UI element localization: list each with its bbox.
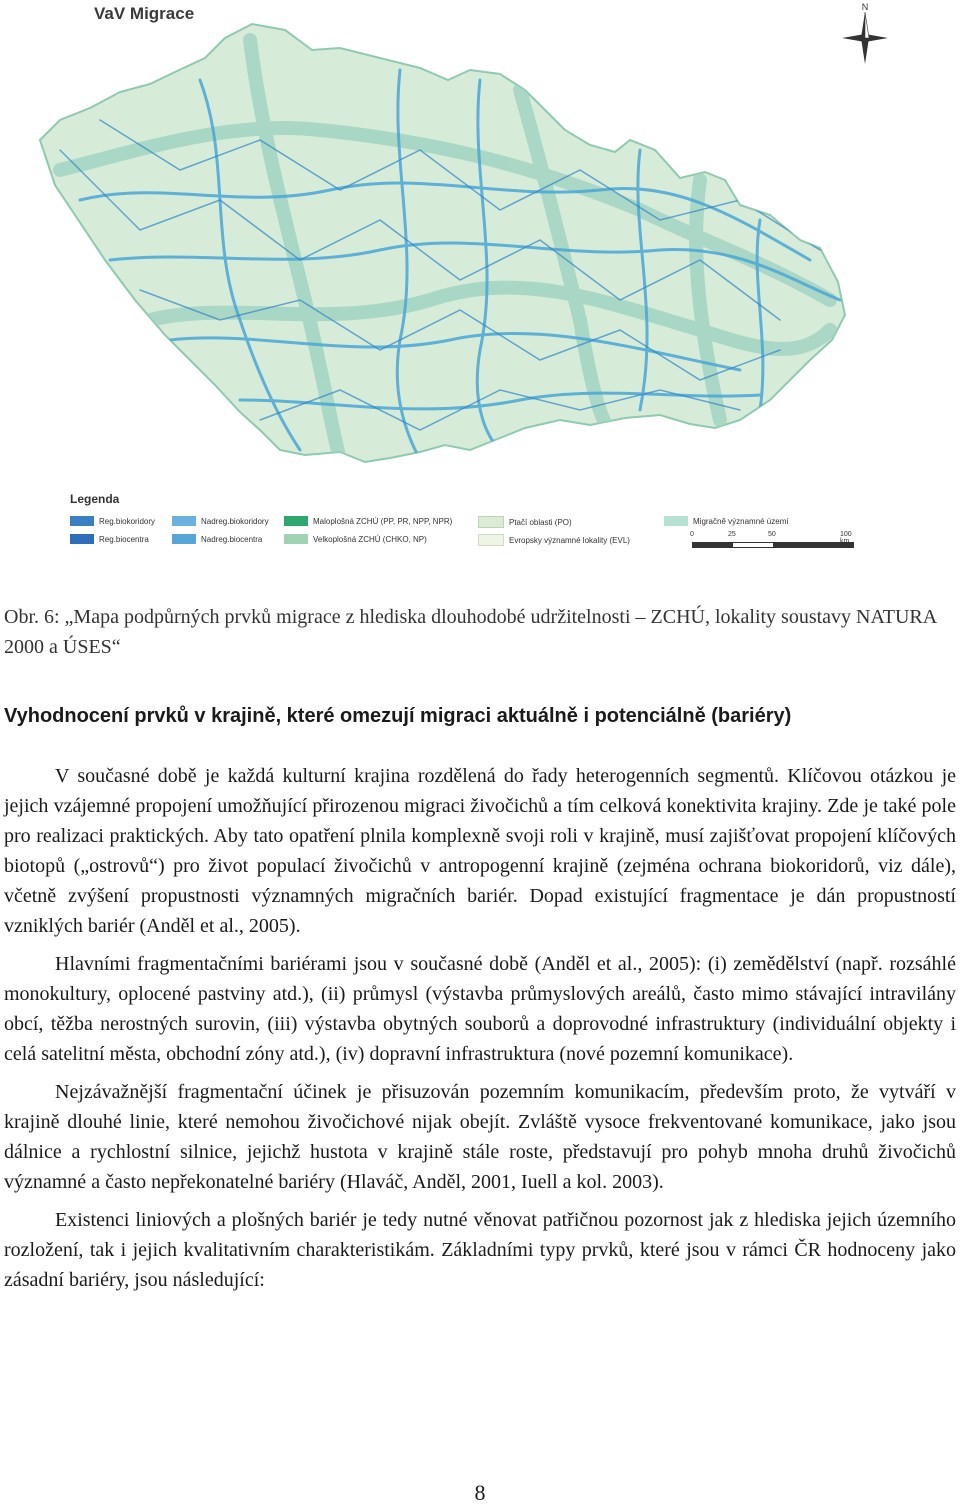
paragraph: V současné době je každá kulturní krajina rozdělená do řady heterogenních segmentů. Klíčovou otázkou je jejich vzájemné propojení umožňující přirozenou migraci živočichů a tím celková konektivita krajiny. Zde je také pole pro realizaci praktických. Aby tato opatření plnila komplexně svoji roli v krajině, musí zajišťovat propojení klíčových biotopů („ostrovů“) pro život populací živočichů v antropogenní krajině (zejména ochrana biokoridorů, viz dále), včetně zvýšení propustnosti významných migračních bariér. Dopad existující fragmentace je dán propustností vzniklých bariér (Anděl et al., 2005). bbox=[4, 765, 956, 937]
legend-label: Ptačí oblasti (PO) bbox=[509, 517, 572, 527]
legend-item bbox=[478, 534, 630, 546]
legend-swatch bbox=[172, 516, 196, 526]
legend-swatch bbox=[478, 534, 504, 546]
north-label: N bbox=[861, 2, 869, 12]
legend-swatch bbox=[284, 516, 308, 526]
legend-label: Nadreg.biocentra bbox=[201, 534, 263, 544]
legend-label: Evropsky významné lokality (EVL) bbox=[509, 535, 630, 545]
heading-text: Vyhodnocení prvků v krajině, které omezují migraci aktuálně i potenciálně (bariéry) bbox=[4, 705, 792, 727]
legend-label: Reg.biocentra bbox=[99, 534, 149, 544]
page-number: 8 bbox=[474, 1480, 486, 1505]
scale-bar-graphic bbox=[692, 542, 854, 548]
legend-item bbox=[70, 516, 155, 526]
map-title: VaV Migrace bbox=[94, 4, 195, 23]
legend-label: Migračně významné území bbox=[693, 516, 789, 526]
north-arrow-icon bbox=[838, 0, 892, 66]
caption-text: Obr. 6: „Mapa podpůrných prvků migrace z hlediska dlouhodobé udržitelnosti – ZCHÚ, lokality soustavy NATURA 2000 a ÚSES“ bbox=[4, 606, 937, 658]
body-text bbox=[4, 761, 956, 1295]
legend-swatch bbox=[664, 516, 688, 526]
legend-title: Legenda bbox=[70, 492, 120, 506]
scale-label: 0 bbox=[690, 531, 694, 538]
section-heading bbox=[4, 701, 956, 731]
legend-swatch bbox=[172, 534, 196, 544]
czech-map bbox=[0, 0, 960, 480]
figure-caption bbox=[4, 602, 956, 662]
paragraph: Hlavními fragmentačními bariérami jsou v současné době (Anděl et al., 2005): (i) zemědělství (např. rozsáhlé monokultury, oplocené pastviny atd.), (ii) průmysl (výstavba průmyslových areálů, často mimo stávající intravilány obcí, těžba nerostných surovin, (iii) výstavba obytných souborů a doprovodné infrastruktury (individuální objekty i celá satelitní města, obchodní zóny atd.), (iv) dopravní infrastruktura (nové pozemní komunikace). bbox=[4, 953, 956, 1065]
legend-item bbox=[172, 534, 262, 544]
legend-item bbox=[284, 516, 452, 526]
paragraph: Nejzávažnější fragmentační účinek je přisuzován pozemním komunikacím, především proto, že vytváří v krajině dlouhé linie, které nemohou živočichové nijak obejít. Zvláště vysoce frekventované komunikace, jako jsou dálnice a rychlostní silnice, jejichž hustota v krajině stále roste, představují pro pohyb mnoha druhů živočichů významné a často nepřekonatelné bariéry (Hlaváč, Anděl, 2001, Iuell a kol. 2003). bbox=[4, 1081, 956, 1193]
legend-label: Velkoplošná ZCHÚ (CHKO, NP) bbox=[313, 534, 427, 544]
legend-label: Nadreg.biokoridory bbox=[201, 516, 269, 526]
scale-label: 25 bbox=[728, 531, 736, 538]
legend-item bbox=[172, 516, 269, 526]
legend-label: Reg.biokoridory bbox=[99, 516, 156, 526]
legend-swatch bbox=[70, 516, 94, 526]
legend-item bbox=[70, 534, 149, 544]
legend-label: Maloplošná ZCHÚ (PP, PR, NPP, NPR) bbox=[313, 516, 453, 526]
scale-label: 100 bbox=[840, 531, 852, 538]
scale-bar bbox=[690, 531, 860, 553]
legend-swatch bbox=[70, 534, 94, 544]
legend-item bbox=[664, 516, 789, 526]
legend-swatch bbox=[284, 534, 308, 544]
legend-swatch bbox=[478, 516, 504, 528]
map-figure bbox=[0, 0, 960, 560]
legend-item bbox=[284, 534, 427, 544]
paragraph: Existenci liniových a plošných bariér je tedy nutné věnovat patřičnou pozornost jak z hlediska jejich územního rozložení, tak i jejich kvalitativním charakteristikám. Základními typy prvků, které jsou v rámci ČR hodnoceny jako zásadní bariéry, jsou následující: bbox=[4, 1209, 956, 1291]
legend-item bbox=[478, 516, 572, 528]
scale-label: 50 bbox=[768, 531, 776, 538]
